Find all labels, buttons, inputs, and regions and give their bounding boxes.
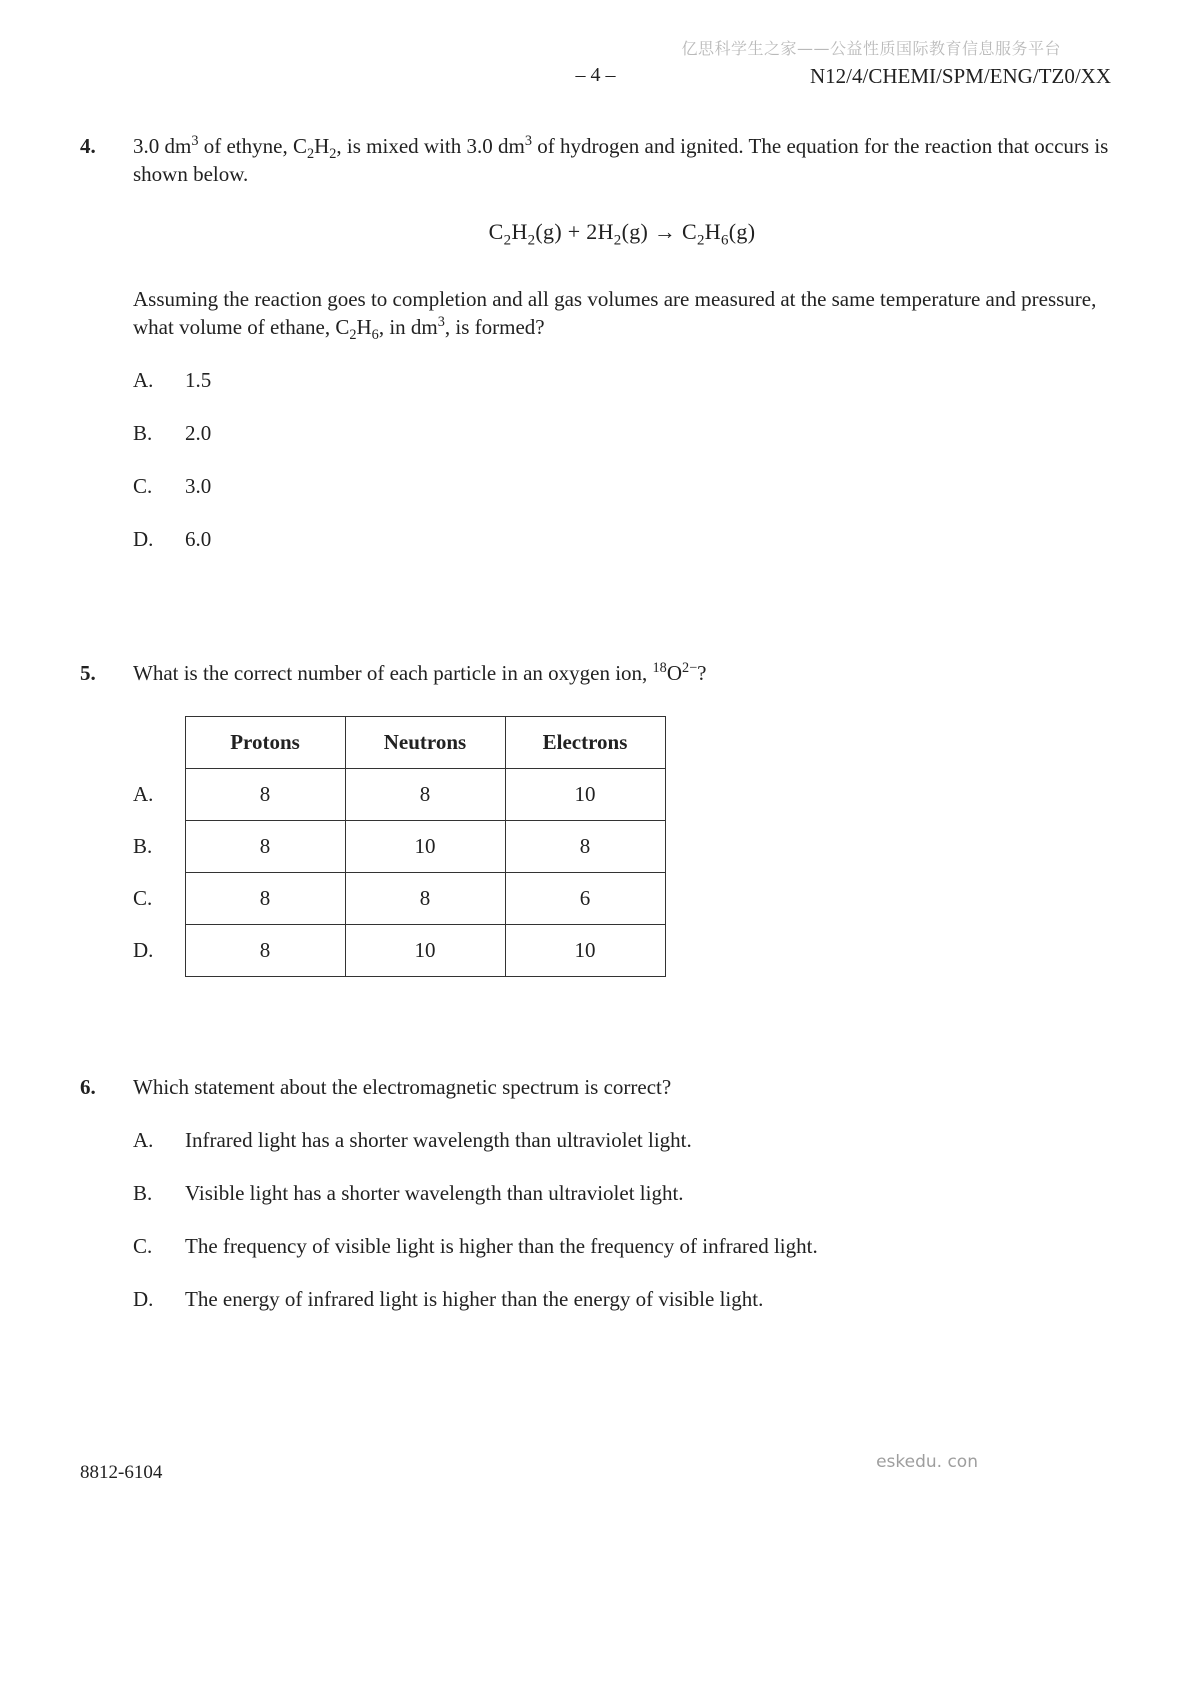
option-row [133, 1180, 1111, 1207]
footer-code: 8812-6104 [80, 1462, 163, 1483]
option-row [133, 1127, 1111, 1154]
question-5-body [133, 659, 1111, 976]
option-label: D. [133, 527, 154, 552]
row-label: D. [133, 937, 154, 962]
question-5 [80, 659, 1111, 976]
row-label: B. [133, 833, 153, 858]
option-row [133, 1286, 1111, 1313]
page-number: – 4 – [575, 64, 616, 86]
column-header: Electrons [505, 716, 665, 768]
question-6 [80, 1073, 1111, 1339]
option-row [133, 367, 1111, 394]
question-4-body [133, 132, 1111, 579]
table-cell: 8 [185, 872, 345, 924]
option-label: B. [133, 1181, 153, 1206]
table-cell: 10 [345, 820, 505, 872]
question-5-prompt: What is the correct number of each particle in an oxygen ion, $^{18}O^{2-}$? [133, 660, 707, 686]
question-4-options [133, 367, 1111, 553]
column-header: Protons [185, 716, 345, 768]
table-header-row [133, 716, 665, 768]
table-cell: 8 [345, 872, 505, 924]
row-label: C. [133, 885, 153, 910]
option-row [133, 473, 1111, 500]
table-row [133, 768, 665, 820]
question-6-body [133, 1073, 1111, 1339]
column-header: Neutrons [345, 716, 505, 768]
particle-table [133, 716, 666, 977]
table-cell: 8 [185, 924, 345, 976]
table-cell: 10 [505, 924, 665, 976]
table-cell: 10 [345, 924, 505, 976]
option-text: 1.5 [185, 368, 212, 393]
row-label: A. [133, 781, 154, 806]
table-row [133, 872, 665, 924]
page-header [80, 64, 1111, 94]
question-4 [80, 132, 1111, 579]
question-4-intro: 3.0 $dm^3$ of ethyne, $C_2H_2$, is mixed with 3.0 $dm^3$ of hydrogen and ignited. The equation for the reaction that occurs is shown below. [133, 133, 1109, 187]
table-corner-cell [133, 716, 185, 768]
option-label: C. [133, 474, 153, 499]
option-text: The energy of infrared light is higher than the energy of visible light. [185, 1287, 764, 1312]
table-cell: 6 [505, 872, 665, 924]
chemical-equation: $C_2H_2(g) + 2H_2(g) \to C_2H_6(g)$ [488, 218, 756, 249]
table-cell: 8 [185, 768, 345, 820]
question-4-number: 4. [80, 134, 96, 158]
option-row [133, 1233, 1111, 1260]
option-text: 2.0 [185, 421, 212, 446]
watermark-top: 亿思科学生之家——公益性质国际教育信息服务平台 [681, 39, 1061, 58]
table-cell: 8 [345, 768, 505, 820]
option-label: A. [133, 1128, 154, 1153]
option-text: Infrared light has a shorter wavelength than ultraviolet light. [185, 1128, 692, 1153]
option-label: A. [133, 368, 154, 393]
question-5-number: 5. [80, 661, 96, 686]
paper-code: N12/4/CHEMI/SPM/ENG/TZ0/XX [809, 64, 1111, 88]
question-6-options [133, 1127, 1111, 1313]
question-6-number: 6. [80, 1074, 96, 1099]
question-4-prompt: Assuming the reaction goes to completion and all gas volumes are measured at the same temperature and pressure, what volume of ethane, $C_2H_6$, in $dm^3$, is formed? [133, 286, 1097, 344]
table-cell: 8 [505, 820, 665, 872]
option-label: C. [133, 1234, 153, 1259]
option-text: Visible light has a shorter wavelength than ultraviolet light. [185, 1181, 684, 1206]
option-row [133, 526, 1111, 553]
option-row [133, 420, 1111, 447]
table-cell: 8 [185, 820, 345, 872]
option-text: 3.0 [185, 474, 212, 499]
option-text: The frequency of visible light is higher than the frequency of infrared light. [185, 1234, 818, 1259]
question-6-prompt: Which statement about the electromagnetic spectrum is correct? [133, 1074, 672, 1099]
option-label: B. [133, 421, 153, 446]
table-cell: 10 [505, 768, 665, 820]
table-row [133, 820, 665, 872]
watermark-bottom: eskedu. con [876, 1452, 978, 1472]
table-row [133, 924, 665, 976]
option-label: D. [133, 1287, 154, 1312]
option-text: 6.0 [185, 527, 212, 552]
